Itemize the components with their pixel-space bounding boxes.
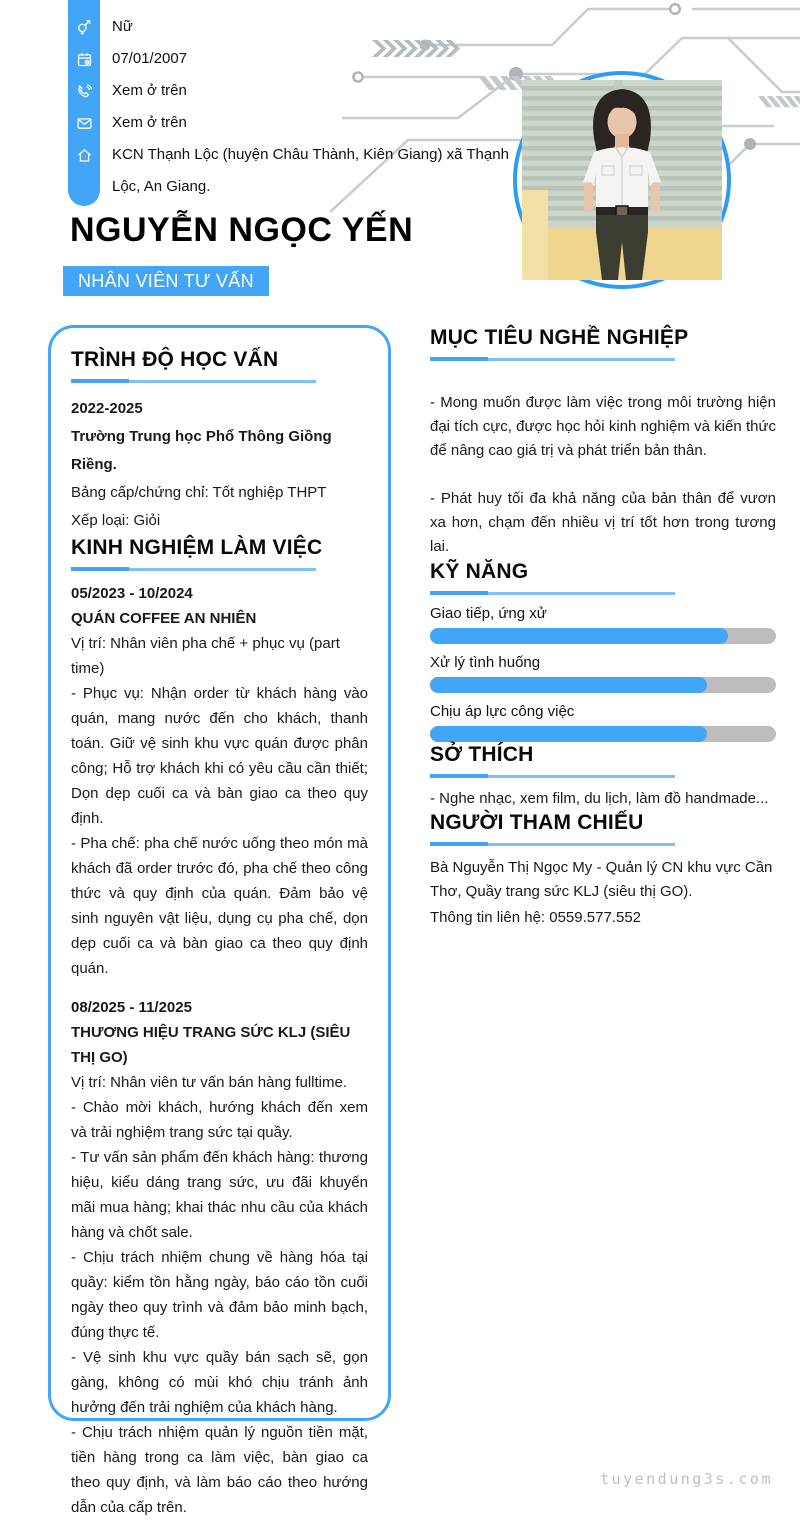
reference-description: Bà Nguyễn Thị Ngọc My - Quản lý CN khu vực Cần Thơ, Quầy trang sức KLJ (siêu thị GO).: [430, 859, 773, 900]
section-heading-reference: NGƯỜI THAM CHIẾU: [430, 811, 644, 834]
job-period: 05/2023 - 10/2024: [71, 585, 193, 602]
contact-gender: Nữ: [112, 18, 133, 35]
skill-bar-fill: [430, 628, 728, 644]
skill-item: [430, 702, 776, 742]
section-rule: [430, 591, 675, 595]
reference-contact: Thông tin liên hệ: 0559.577.552: [430, 909, 642, 926]
calendar-icon: [76, 51, 93, 68]
skill-item: [430, 653, 776, 693]
home-icon: [76, 147, 93, 164]
section-heading-hobbies: SỞ THÍCH: [430, 743, 534, 766]
right-column: [430, 325, 776, 930]
gender-icon: [76, 19, 93, 36]
left-column: [48, 325, 391, 1516]
skill-bar-track: [430, 726, 776, 742]
contact-email: Xem ở trên: [112, 114, 187, 131]
skill-bar-track: [430, 628, 776, 644]
phone-icon: [76, 83, 93, 100]
education-grade: Xếp loại: Giỏi: [71, 512, 161, 529]
contact-address: KCN Thạnh Lộc (huyện Châu Thành, Kiên Giang) xã Thạnh Lộc, An Giang.: [112, 146, 509, 195]
job-bullet: - Vệ sinh khu vực quầy bán sạch sẽ, gọn gàng, không có mùi khó chịu tránh ảnh hưởng đến trải nghiệm của khách hàng.: [71, 1349, 368, 1416]
candidate-name: NGUYỄN NGỌC YẾN: [70, 211, 414, 249]
skill-bar-track: [430, 677, 776, 693]
job-bullet: - Chịu trách nhiệm chung về hàng hóa tại quầy: kiểm tồn hằng ngày, báo cáo tồn cuối ngày theo quy trình và đảm bảo minh bạch, đúng thực tế.: [71, 1249, 368, 1341]
contact-list: [112, 11, 514, 203]
job-bullet: - Chào mời khách, hướng khách đến xem và trải nghiệm trang sức tại quầy.: [71, 1099, 368, 1141]
objective-paragraph: - Phát huy tối đa khả năng của bản thân để vươn xa hơn, chạm đến nhiều vị trí tốt hơn trong tương lai.: [430, 490, 776, 555]
job-bullet: - Chịu trách nhiệm quản lý nguồn tiền mặt, tiền hàng trong ca làm việc, bàn giao ca theo quy định, và làm báo cáo theo hướng dẫn của cấp trên.: [71, 1424, 368, 1516]
skill-bar-fill: [430, 677, 707, 693]
dash-row-icon: [758, 96, 800, 107]
section-rule: [430, 774, 675, 778]
section-rule: [430, 357, 675, 361]
education-period: 2022-2025: [71, 400, 143, 417]
skill-label: Giao tiếp, ứng xử: [430, 605, 547, 622]
job-position: Vị trí: Nhân viên pha chế + phục vụ (part time): [71, 635, 340, 677]
contact-icon-bar: [68, 0, 100, 206]
contact-phone: Xem ở trên: [112, 82, 187, 99]
section-rule: [71, 379, 316, 383]
education-school: Trường Trung học Phổ Thông Giồng Riềng.: [71, 428, 332, 473]
watermark: tuyendung3s.com: [600, 1470, 773, 1488]
section-heading-skills: KỸ NĂNG: [430, 560, 529, 583]
job-company: THƯƠNG HIỆU TRANG SỨC KLJ (SIÊU THỊ GO): [71, 1024, 351, 1066]
section-heading-objective: MỤC TIÊU NGHỀ NGHIỆP: [430, 326, 689, 349]
job-position: Vị trí: Nhân viên tư vấn bán hàng fulltime.: [71, 1074, 348, 1091]
job-bullet: - Pha chế: pha chế nước uống theo món mà khách đã order trước đó, pha chế theo công thức và quy định của quán. Đảm bảo vệ sinh nguyên vật liệu, dụng cụ pha chế, dọn dẹp cuối ca và bàn giao ca theo quy định quán.: [71, 835, 368, 977]
skill-item: [430, 604, 776, 644]
skill-label: Chịu áp lực công việc: [430, 703, 575, 720]
contact-dob: 07/01/2007: [112, 50, 188, 67]
profile-photo-image: [522, 80, 722, 280]
skill-bar-fill: [430, 726, 707, 742]
experience-job: [71, 581, 368, 981]
education-entry: [71, 395, 368, 535]
job-bullet: - Tư vấn sản phẩm đến khách hàng: thương hiệu, kiểu dáng trang sức, ưu đãi khuyến mãi mua hàng; khai thác nhu cầu của khách hàng và chốt sale.: [71, 1149, 368, 1241]
job-company: QUÁN COFFEE AN NHIÊN: [71, 610, 257, 627]
experience-job: [71, 995, 368, 1520]
section-heading-education: TRÌNH ĐỘ HỌC VẤN: [71, 348, 279, 371]
hobbies-text: - Nghe nhạc, xem film, du lịch, làm đồ handmade...: [430, 790, 769, 807]
email-icon: [76, 115, 93, 132]
skill-label: Xử lý tình huống: [430, 654, 541, 671]
job-title-badge: NHÂN VIÊN TƯ VẤN: [63, 266, 269, 296]
profile-photo: [513, 71, 731, 289]
job-period: 08/2025 - 11/2025: [71, 999, 192, 1016]
section-rule: [430, 842, 675, 846]
section-rule: [71, 567, 316, 571]
objective-paragraph: - Mong muốn được làm việc trong môi trường hiện đại tích cực, được học hỏi kinh nghiệm và kiến thức để nâng cao giá trị và phát triển bản thân.: [430, 394, 776, 459]
education-degree: Bảng cấp/chứng chỉ: Tốt nghiệp THPT: [71, 484, 327, 501]
job-bullet: - Phục vụ: Nhận order từ khách hàng vào quán, mang nước đến cho khách, thanh toán. Giữ vệ sinh khu vực quán được phân công; Hỗ trợ khách khi có yêu cầu cần thiết; Dọn dẹp cuối ca và bàn giao ca theo quy định.: [71, 685, 368, 827]
section-heading-experience: KINH NGHIỆM LÀM VIỆC: [71, 536, 323, 559]
